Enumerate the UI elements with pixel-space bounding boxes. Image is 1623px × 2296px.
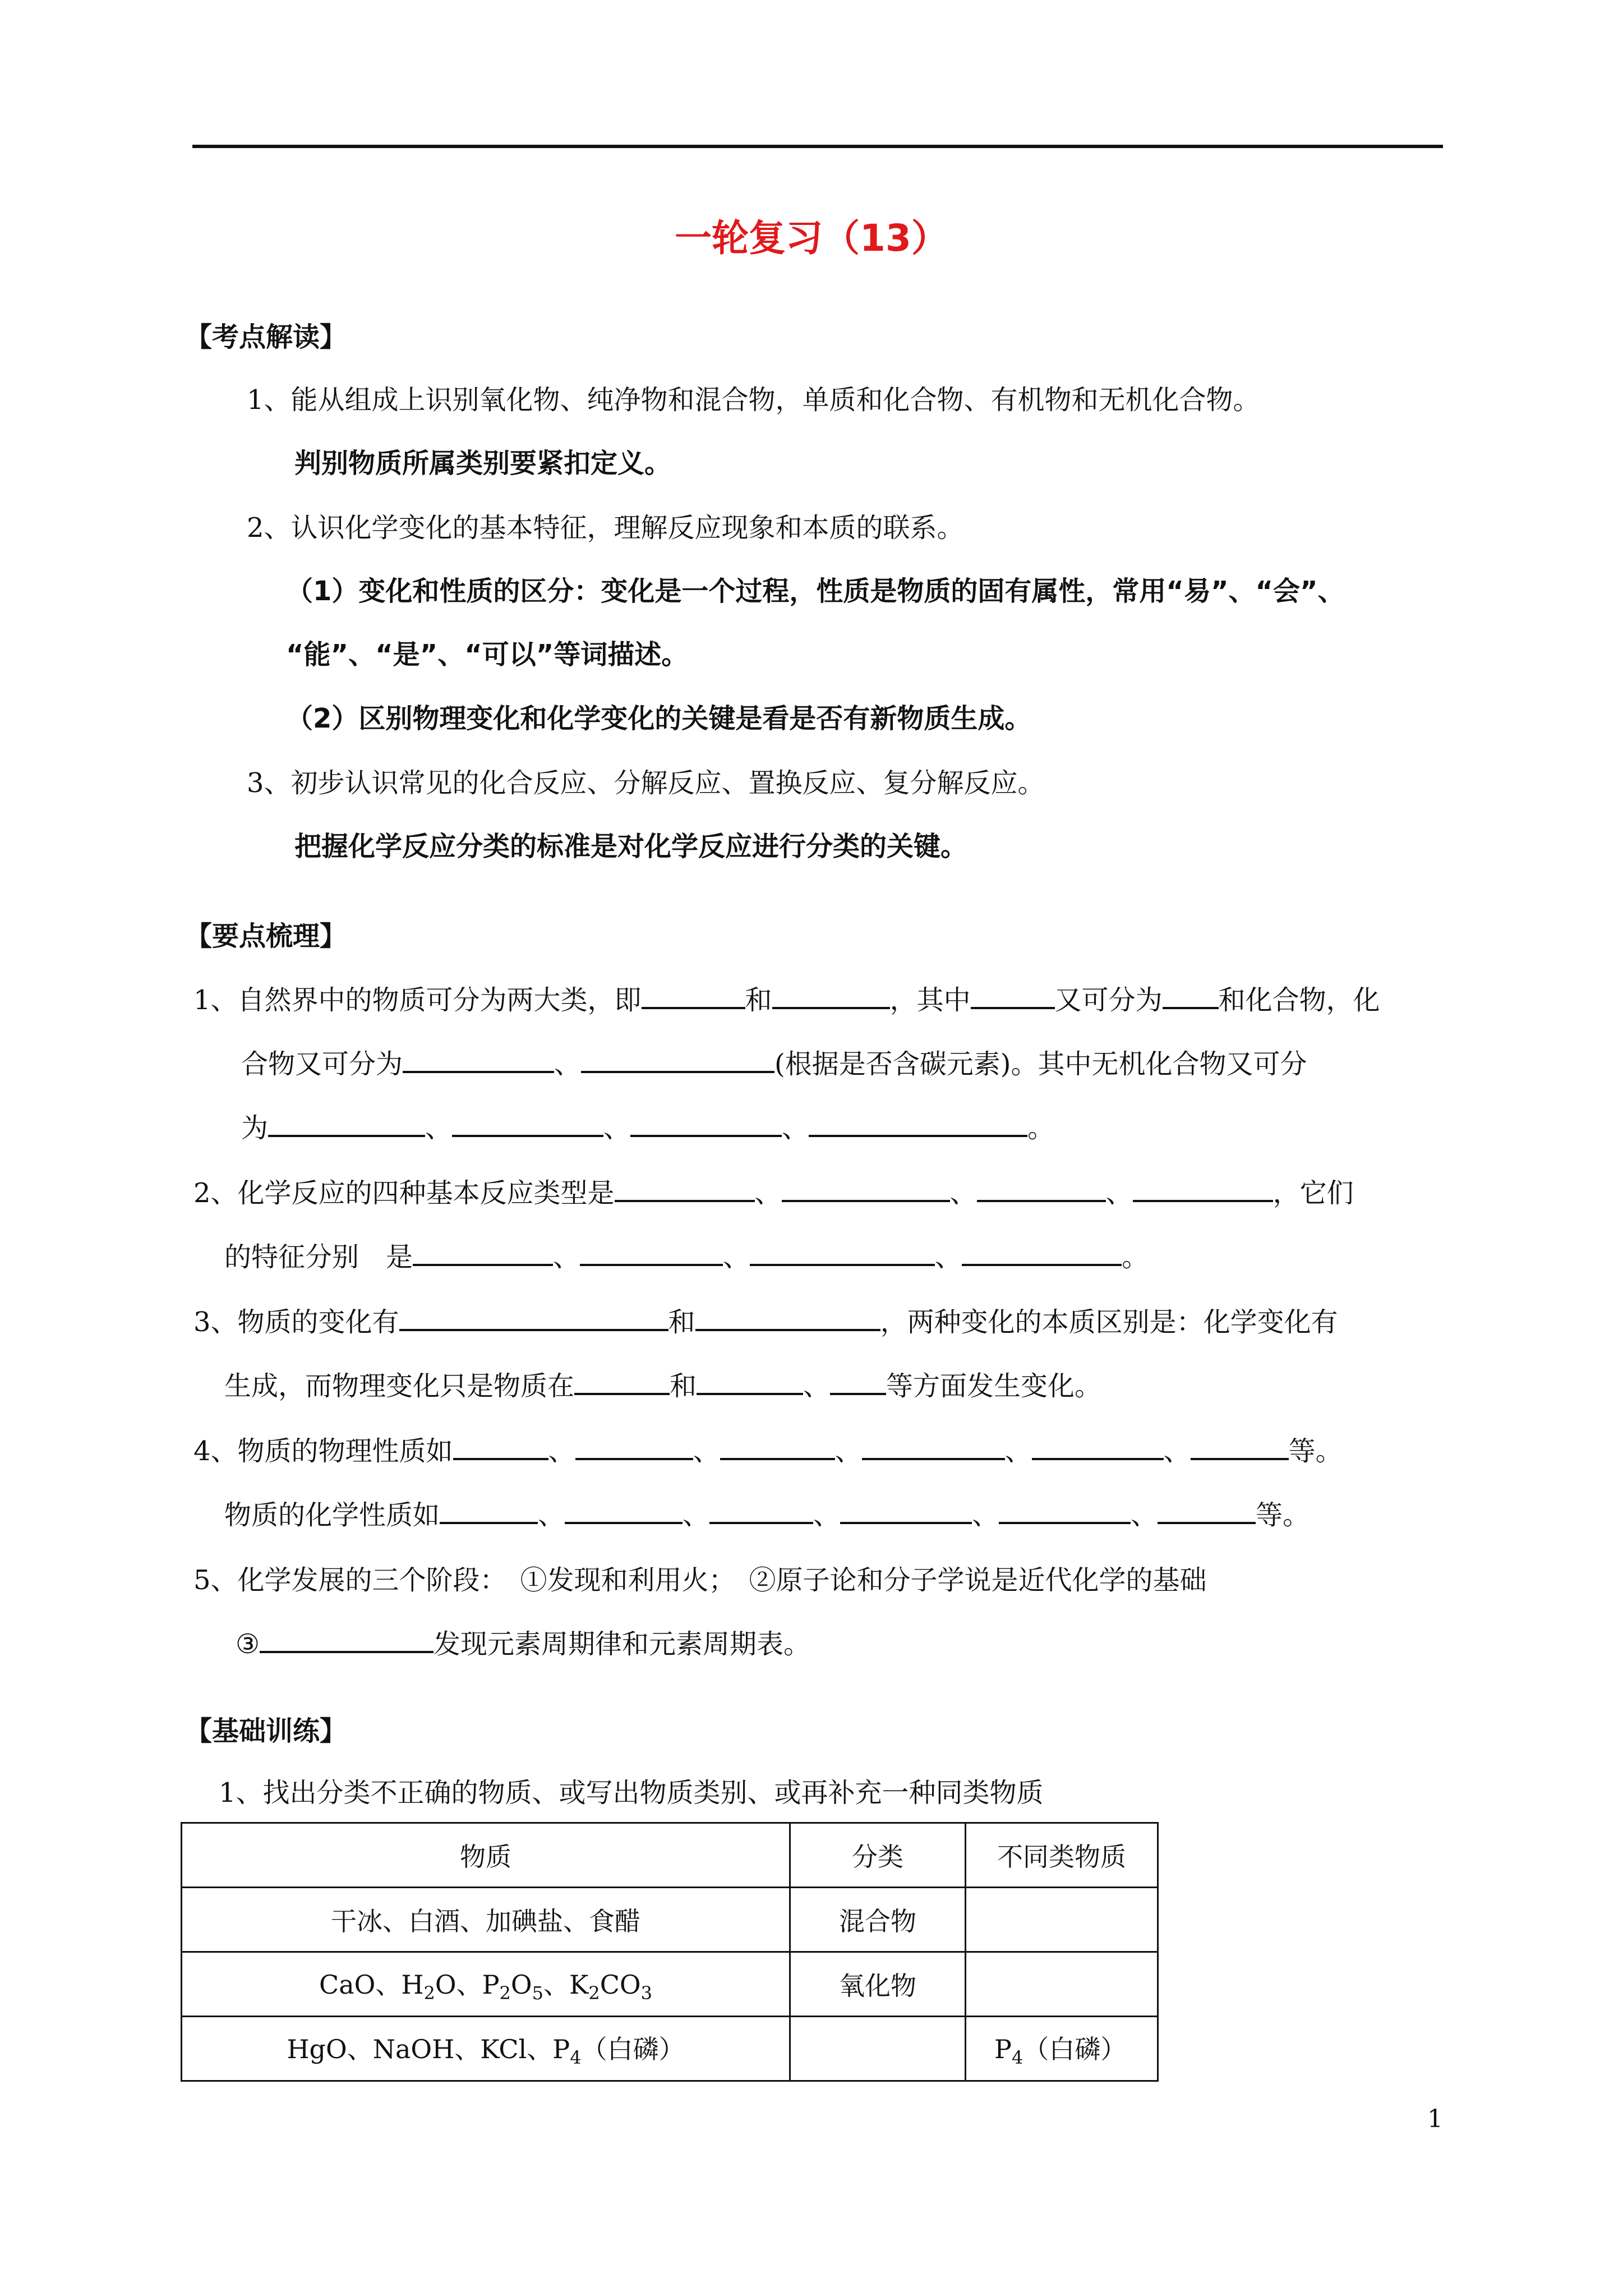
- fill-blank[interactable]: [809, 1107, 1027, 1137]
- kaodian-item-2: 2、认识化学变化的基本特征，理解反应现象和本质的联系。: [247, 512, 964, 544]
- table-header-row: [182, 1823, 1158, 1888]
- header-rule: [192, 145, 1443, 148]
- page-number: 1: [1427, 2105, 1443, 2133]
- fill-blank[interactable]: [1032, 1430, 1164, 1460]
- kaodian-item-1-note: 判别物质所属类别要紧扣定义。: [294, 448, 672, 479]
- fill-blank[interactable]: [580, 1236, 723, 1266]
- fill-blank[interactable]: [630, 1107, 782, 1137]
- yaodian-q5-line2: ③ 发现元素周期律和元素周期表。: [236, 1621, 810, 1667]
- yaodian-q4-line1: 4、物质的物理性质如 、 、 、 、 、 等。: [193, 1428, 1343, 1474]
- table-header-cell: 物质: [182, 1823, 790, 1888]
- fill-blank[interactable]: [268, 1107, 425, 1137]
- fill-blank[interactable]: [697, 1365, 803, 1395]
- jichu-question-1: 1、找出分类不正确的物质、或写出物质类别、或再补充一种同类物质: [219, 1777, 1044, 1809]
- kaodian-item-2a-line1: （1）变化和性质的区分：变化是一个过程，性质是物质的固有属性，常用“易”、“会”、: [286, 576, 1345, 607]
- yaodian-q4-line2: 物质的化学性质如 、 、 、 、 、 等。: [224, 1492, 1310, 1538]
- fill-blank[interactable]: [403, 1043, 554, 1073]
- kaodian-item-2a-line2: “能”、“是”、“可以”等词描述。: [286, 639, 689, 670]
- table-cell-answer[interactable]: [966, 1888, 1158, 1952]
- fill-blank[interactable]: [782, 1172, 950, 1202]
- fill-blank[interactable]: [720, 1430, 835, 1460]
- fill-blank[interactable]: [260, 1623, 434, 1653]
- classification-table: [181, 1822, 1159, 2082]
- fill-blank[interactable]: [574, 1365, 670, 1395]
- yaodian-q5-line1: 5、化学发展的三个阶段： ①发现和利用火； ②原子论和分子学说是近代化学的基础: [193, 1565, 1207, 1596]
- yaodian-q2-line1: 2、化学反应的四种基本反应类型是 、 、 、 ，它们: [193, 1170, 1354, 1216]
- section-heading-kaodian: 【考点解读】: [185, 321, 347, 353]
- fill-blank[interactable]: [840, 1494, 972, 1524]
- fill-blank[interactable]: [709, 1494, 813, 1524]
- table-cell: 干冰、白酒、加碘盐、食醋: [182, 1888, 790, 1952]
- fill-blank[interactable]: [695, 1301, 880, 1331]
- fill-blank[interactable]: [399, 1301, 668, 1331]
- kaodian-item-3-note: 把握化学反应分类的标准是对化学反应进行分类的关键。: [294, 831, 968, 862]
- fill-blank[interactable]: [615, 1172, 755, 1202]
- section-heading-yaodian: 【要点梳理】: [185, 921, 347, 952]
- fill-blank[interactable]: [565, 1494, 683, 1524]
- table-header-cell: 不同类物质: [966, 1823, 1158, 1888]
- fill-blank[interactable]: [962, 1236, 1122, 1266]
- fill-blank[interactable]: [999, 1494, 1131, 1524]
- fill-blank[interactable]: [440, 1494, 538, 1524]
- fill-blank[interactable]: [971, 979, 1055, 1009]
- fill-blank[interactable]: [575, 1430, 693, 1460]
- table-cell-answer[interactable]: [790, 2017, 966, 2081]
- fill-blank[interactable]: [1158, 1494, 1256, 1524]
- fill-blank[interactable]: [862, 1430, 1005, 1460]
- table-cell: HgO、NaOH、KCl、$P_4$（白磷）: [182, 2017, 790, 2081]
- yaodian-q3-line2: 生成，而物理变化只是物质在 和 、 等方面发生变化。: [224, 1363, 1101, 1409]
- table-cell: 混合物: [790, 1888, 966, 1952]
- yaodian-q3-line1: 3、物质的变化有 和 ，两种变化的本质区别是：化学变化有: [193, 1299, 1338, 1345]
- table-row: [182, 2017, 1158, 2081]
- kaodian-item-1: 1、能从组成上识别氧化物、纯净物和混合物，单质和化合物、有机物和无机化合物。: [247, 384, 1260, 416]
- fill-blank[interactable]: [830, 1365, 886, 1395]
- fill-blank[interactable]: [1191, 1430, 1289, 1460]
- table-header-cell: 分类: [790, 1823, 966, 1888]
- fill-blank[interactable]: [1163, 979, 1219, 1009]
- fill-blank[interactable]: [642, 979, 745, 1009]
- yaodian-q2-line2: 的特征分别 是 、 、 、 。: [224, 1234, 1149, 1280]
- fill-blank[interactable]: [452, 1107, 603, 1137]
- fill-blank[interactable]: [977, 1172, 1106, 1202]
- table-row: [182, 1888, 1158, 1952]
- fill-blank[interactable]: [750, 1236, 935, 1266]
- table-cell: $P_4$（白磷）: [966, 2017, 1158, 2081]
- yaodian-q1-line1: 1、自然界中的物质可分为两大类，即 和 ，其中 又可分为 和化合物，化: [193, 977, 1380, 1023]
- page-title: 一轮复习（13）: [675, 217, 948, 260]
- kaodian-item-3: 3、初步认识常见的化合反应、分解反应、置换反应、复分解反应。: [247, 767, 1045, 799]
- fill-blank[interactable]: [772, 979, 890, 1009]
- fill-blank[interactable]: [413, 1236, 553, 1266]
- section-heading-jichu: 【基础训练】: [185, 1715, 347, 1747]
- fill-blank[interactable]: [581, 1043, 774, 1073]
- table-row: [182, 1952, 1158, 2017]
- yaodian-q1-line2: 合物又可分为 、 (根据是否含碳元素)。其中无机化合物又可分: [241, 1041, 1307, 1087]
- kaodian-item-2b: （2）区别物理变化和化学变化的关键是看是否有新物质生成。: [286, 703, 1032, 734]
- table-cell: CaO、$H_2O$、$P_2O_5$、$K_2CO_3$: [182, 1952, 790, 2017]
- fill-blank[interactable]: [1133, 1172, 1273, 1202]
- table-cell-answer[interactable]: [966, 1952, 1158, 2017]
- fill-blank[interactable]: [453, 1430, 548, 1460]
- yaodian-q1-line3: 为 、 、 、 。: [241, 1105, 1054, 1151]
- table-cell: 氧化物: [790, 1952, 966, 2017]
